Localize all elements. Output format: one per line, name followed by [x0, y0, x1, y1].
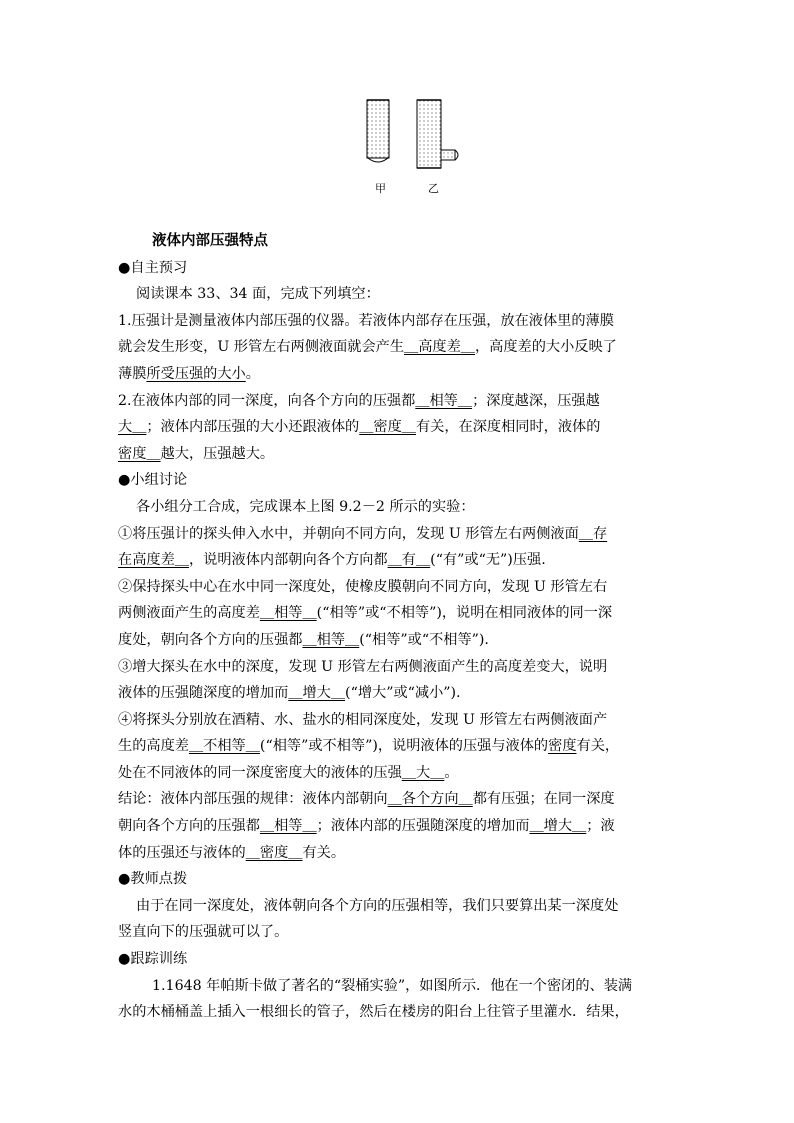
text-run: 2.在液体内部的同一深度，向各个方向的压强都: [118, 392, 416, 409]
paragraph-line: [118, 600, 678, 627]
paragraph-line: [118, 680, 678, 707]
text-run: 。: [245, 365, 260, 382]
paragraph-line: [118, 334, 678, 361]
text-run: 有关。: [302, 844, 346, 861]
paragraph-line: 竖直向下的压强就可以了。: [118, 924, 289, 941]
paragraph-line: [118, 760, 678, 787]
paragraph-line: [118, 414, 678, 441]
answer-blank: ＿高度差＿: [404, 339, 475, 356]
tubes-figure: [355, 96, 475, 196]
text-run: 体的压强还与液体的: [118, 844, 246, 861]
text-run: ；液体内部的压强随深度的增加而: [316, 818, 530, 835]
paragraph-line: 1.压强计是测量液体内部压强的仪器。若液体内部存在压强，放在液体里的薄膜: [118, 312, 614, 329]
answer-blank: ＿各个方向＿: [387, 791, 473, 808]
tube-left: [367, 100, 389, 162]
text-run: 结论：液体内部压强的规律：液体内部朝向: [118, 791, 388, 808]
paragraph-line: ④将探头分别放在酒精、水、盐水的相同深度处，发现 U 形管左右两侧液面产: [118, 711, 608, 728]
answer-blank: ＿密度＿: [245, 844, 303, 861]
section-heading-discussion: ●小组讨论: [118, 472, 188, 489]
answer-blank: ＿增大＿: [288, 685, 346, 702]
answer-blank: ＿相等＿: [259, 605, 317, 622]
paragraph-line: [118, 627, 678, 654]
answer-blank: ＿不相等＿: [188, 738, 260, 755]
paragraph-line: ③增大探头在水中的深度，发现 U 形管左右两侧液面产生的高度差变大，说明: [118, 658, 608, 675]
paragraph-line: 阅读课本 33、34 面，完成下列填空：: [136, 286, 380, 303]
text-run: ，高度差的大小反映了: [474, 339, 617, 356]
answer-blank: ＿大＿: [401, 764, 445, 781]
answer-blank: 在高度差＿: [118, 552, 189, 569]
section-heading-preview: ●自主预习: [118, 259, 188, 276]
answer-blank: 大＿: [118, 419, 147, 436]
answer-blank: ＿相等＿: [259, 818, 317, 835]
section-heading-practice: ●跟踪训练: [118, 951, 188, 968]
text-run: 就会发生形变，U 形管左右两侧液面就会产生: [118, 339, 405, 356]
text-run: ；深度越深，压强越: [472, 392, 600, 409]
text-run: ①将压强计的探头伸入水中，并朝向不同方向，发现 U 形管左右两侧液面: [118, 525, 579, 542]
text-run: (“相等”或不相等”)，说明液体的压强与液体的: [259, 738, 549, 755]
text-run: ；液: [586, 818, 615, 835]
answer-blank: ＿有＿: [387, 552, 431, 569]
answer-blank: ＿相等＿: [415, 392, 473, 409]
text-run: 液体的压强随深度的增加而: [118, 685, 289, 702]
underlined-text: 所受压强的大小: [146, 365, 246, 382]
text-run: 都有压强；在同一深度: [472, 791, 615, 808]
text-run: 度处，朝向各个方向的压强都: [118, 631, 303, 648]
paragraph-line: 1.1648 年帕斯卡做了著名的“裂桶实验”，如图所示．他在一个密闭的、装满: [152, 977, 633, 994]
text-run: 越大，压强越大。: [160, 445, 275, 462]
answer-blank: ＿存: [578, 525, 608, 542]
text-run: 薄膜: [118, 365, 147, 382]
text-run: 朝向各个方向的压强都: [118, 818, 260, 835]
text-run: 生的高度差: [118, 738, 189, 755]
paragraph-line: [118, 786, 678, 813]
paragraph-line: [118, 733, 678, 760]
tubes-diagram: [355, 96, 475, 180]
text-run: 两侧液面产生的高度差: [118, 605, 260, 622]
text-run: (“相等”或“不相等”)，说明在相同液体的同一深: [316, 605, 613, 622]
answer-blank: ＿增大＿: [529, 818, 587, 835]
document-body: [118, 228, 678, 1026]
paragraph-line: [118, 547, 678, 574]
text-run: ；液体内部压强的大小还跟液体的: [146, 419, 360, 436]
paragraph-line: ②保持探头中心在水中同一深度处，使橡皮膜朝向不同方向，发现 U 形管左右: [118, 578, 608, 595]
text-run: ，说明液体内部朝向各个方向都: [188, 552, 388, 569]
answer-blank: ＿密度＿: [359, 419, 416, 436]
text-run: 。: [444, 764, 459, 781]
tube-right: [417, 100, 458, 168]
text-run: (“增大”或“减小”).: [345, 685, 461, 702]
paragraph-line: [118, 361, 678, 388]
paragraph-line: 由于在同一深度处，液体朝向各个方向的压强相等，我们只要算出某一深度处: [136, 897, 619, 914]
text-run: 有关，在深度相同时，液体的: [415, 419, 601, 436]
page-title: 液体内部压强特点: [152, 232, 268, 249]
answer-blank: 密度＿: [118, 445, 161, 462]
text-run: 有关，: [576, 738, 620, 755]
text-run: 处在不同液体的同一深度密度大的液体的压强: [118, 764, 402, 781]
underlined-text: 密度: [548, 738, 577, 755]
paragraph-line: [118, 521, 678, 548]
paragraph-line: [118, 388, 678, 415]
paragraph-line: [118, 840, 678, 867]
text-run: (“相等”或“不相等”).: [359, 631, 489, 648]
text-run: (“有”或“无”)压强.: [430, 552, 546, 569]
figure-label-jia: 甲: [375, 182, 386, 195]
answer-blank: ＿相等＿: [302, 631, 360, 648]
section-heading-teacher: ●教师点拨: [118, 871, 188, 888]
paragraph-line: [118, 441, 678, 468]
paragraph-line: 水的木桶桶盖上插入一根细长的管子，然后在楼房的阳台上往管子里灌水．结果，: [118, 1004, 629, 1021]
paragraph-line: [118, 813, 678, 840]
figure-label-yi: 乙: [428, 182, 439, 195]
paragraph-line: 各小组分工合成，完成课本上图 9.2－2 所示的实验：: [136, 498, 475, 515]
